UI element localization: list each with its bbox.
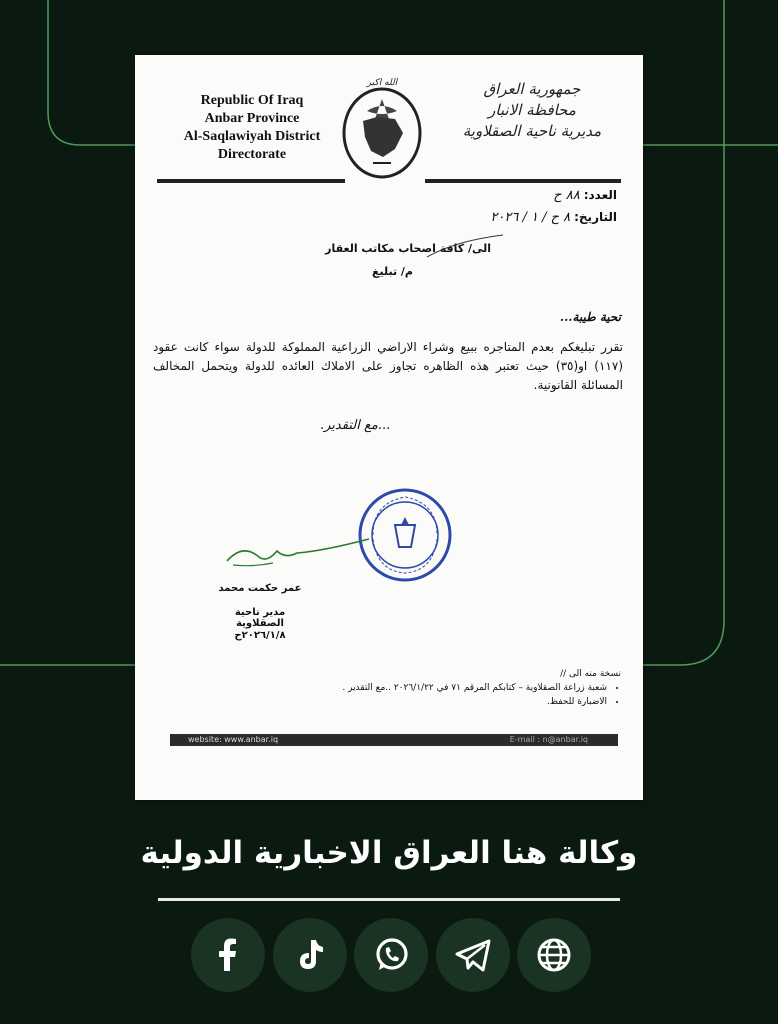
header-rule-left bbox=[157, 179, 345, 183]
signer-name: عمر حكمت محمد bbox=[218, 583, 302, 594]
copies-section bbox=[281, 667, 621, 709]
website-text: website: www.anbar.iq bbox=[188, 735, 279, 744]
whatsapp-icon bbox=[370, 934, 412, 976]
greeting: تحية طيبة... bbox=[559, 310, 621, 324]
iraq-emblem bbox=[337, 71, 427, 183]
letter-body: تقرر تبليغكم بعدم المتاجره ببيع وشراء الاراضي الزراعية المملوكة للدولة سواء كانت عقود (١١٧) او(٣٥) حيث تعتبر هذه الظاهره تجاوز على الاملاك العائده للدولة ويتحمل المخالف المسائلة القانونية. bbox=[153, 340, 623, 392]
tiktok-button[interactable] bbox=[273, 918, 347, 992]
tiktok-icon bbox=[290, 935, 330, 975]
copies-list bbox=[281, 681, 621, 709]
letter-footer bbox=[170, 734, 618, 746]
brand-title: وكالة هنا العراق الاخبارية الدولية bbox=[140, 835, 638, 871]
brand-divider bbox=[158, 898, 620, 901]
official-letter bbox=[135, 55, 643, 800]
closing-regards: ...مع التقدير. bbox=[320, 418, 391, 433]
addressee: الى/ كافة اصحاب مكاتب العقار bbox=[325, 242, 491, 255]
facebook-icon bbox=[208, 935, 248, 975]
copy-item: • الاضبارة للحفظ. bbox=[281, 695, 607, 709]
header-arabic: جمهورية العراق محافظة الانبار مديرية ناحية الصقلاوية bbox=[462, 80, 602, 140]
header-rule-right bbox=[425, 179, 621, 183]
website-button[interactable] bbox=[517, 918, 591, 992]
telegram-button[interactable] bbox=[436, 918, 510, 992]
telegram-icon bbox=[452, 934, 494, 976]
email-text: E-mail : n@anbar.iq bbox=[509, 735, 588, 744]
subject: م/ تبليغ bbox=[371, 265, 413, 278]
handwritten-stroke bbox=[425, 231, 505, 261]
handwritten-signature bbox=[223, 533, 373, 573]
signer-title: مدير ناحية الصقلاوية bbox=[234, 607, 286, 629]
copies-label: نسخة منه الى // bbox=[560, 669, 621, 679]
signer-date: ٢٠٢٦/١/٨ح bbox=[234, 630, 286, 641]
reference-number: العدد:٨٨ ح bbox=[553, 188, 617, 203]
facebook-button[interactable] bbox=[191, 918, 265, 992]
copy-item: • شعبة زراعة الصقلاوية – كتابكم المرقم ٧١ في ٢٠٢٦/١/٢٢ ..مع التقدير . bbox=[281, 681, 607, 695]
header-english: Republic Of Iraq Anbar Province Al-Saqlawiyah District Directorate bbox=[183, 93, 321, 162]
whatsapp-button[interactable] bbox=[354, 918, 428, 992]
emblem-text: الله اكبر bbox=[366, 78, 398, 88]
reference-date: التاريخ:٨ ح / ١ / ٢٠٢٦ bbox=[490, 210, 617, 225]
globe-icon bbox=[533, 934, 575, 976]
social-links bbox=[191, 918, 591, 992]
